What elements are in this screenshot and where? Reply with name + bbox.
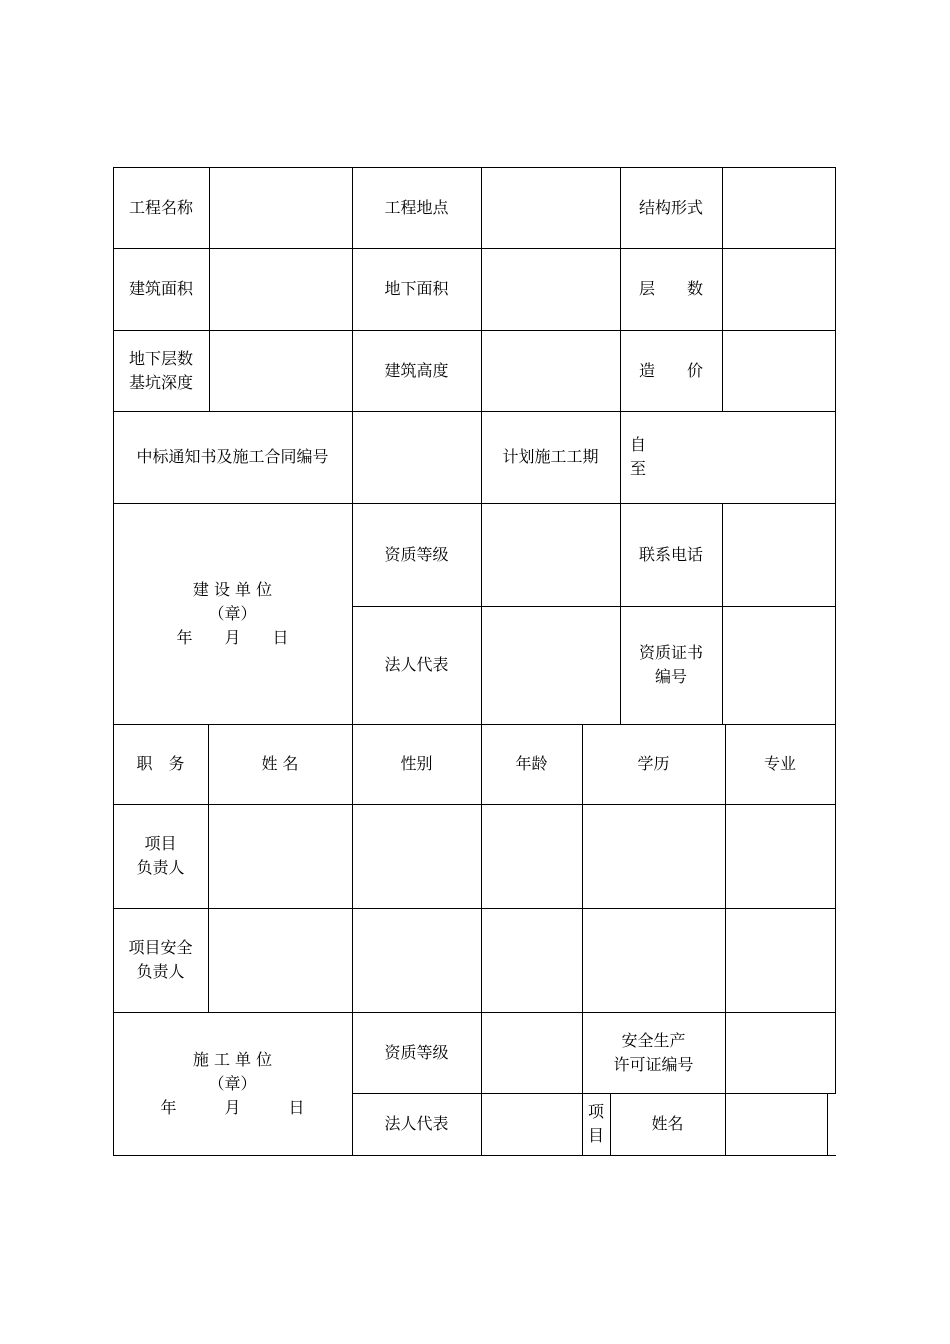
contractor-date-label: 年 月 日	[160, 1097, 305, 1117]
cost-label: 造 价	[638, 360, 703, 380]
floors-field[interactable]	[723, 249, 835, 330]
manager-education-field[interactable]	[583, 805, 725, 908]
client-qualification-label: 资质等级	[384, 544, 449, 564]
client-phone-field[interactable]	[723, 504, 835, 606]
period-from-label: 自	[630, 435, 647, 454]
contractor-seal-label: （章）	[208, 1073, 257, 1093]
contract-number-label: 中标通知书及施工合同编号	[136, 447, 329, 466]
client-unit-title: 建 设 单 位	[192, 579, 273, 599]
header-age: 年龄	[515, 754, 548, 773]
contractor-unit-stamp	[113, 1012, 352, 1155]
safety-education-field[interactable]	[583, 909, 725, 1012]
contractor-legal-rep-field[interactable]	[482, 1094, 582, 1155]
client-qualification-field[interactable]	[482, 504, 620, 606]
structure-type-field[interactable]	[723, 168, 835, 248]
header-gender: 性别	[400, 754, 433, 773]
project-label-char1: 项	[587, 1102, 604, 1121]
contractor-person-name-field[interactable]	[726, 1094, 827, 1155]
license-label-line1: 安全生产	[621, 1030, 686, 1050]
client-legal-rep-field[interactable]	[482, 607, 620, 724]
project-location-field[interactable]	[482, 168, 620, 248]
client-cert-number-label	[620, 606, 722, 724]
row-line	[113, 1155, 836, 1156]
contract-number-field[interactable]	[353, 412, 481, 503]
construction-period-field[interactable]	[620, 411, 835, 503]
role-line2: 负责人	[136, 962, 185, 981]
header-position: 职 务	[136, 754, 185, 773]
pit-depth-label: 基坑深度	[128, 372, 193, 392]
underground-floors-label: 地下层数	[128, 348, 193, 368]
underground-floors-field[interactable]	[210, 331, 352, 411]
header-education: 学历	[637, 754, 670, 773]
manager-name-field[interactable]	[209, 805, 352, 908]
floors-label: 层 数	[638, 279, 703, 298]
building-area-label: 建筑面积	[128, 279, 193, 298]
underground-area-field[interactable]	[482, 249, 620, 330]
safety-specialty-field[interactable]	[726, 909, 835, 1012]
manager-specialty-field[interactable]	[726, 805, 835, 908]
column-line	[827, 1093, 828, 1155]
manager-gender-field[interactable]	[353, 805, 481, 908]
client-unit-stamp	[113, 503, 352, 724]
column-line	[835, 167, 836, 1094]
role-line1: 项目安全	[128, 938, 193, 957]
contractor-qualification-field[interactable]	[482, 1013, 582, 1093]
contractor-qualification-label: 资质等级	[384, 1042, 449, 1062]
safety-license-label	[582, 1012, 725, 1093]
client-cert-number-field[interactable]	[723, 607, 835, 724]
header-specialty: 专业	[763, 754, 796, 773]
project-label-char2: 目	[587, 1126, 604, 1145]
role-project-manager	[113, 804, 208, 908]
project-name-label: 工程名称	[128, 197, 193, 217]
project-name-field[interactable]	[210, 168, 352, 248]
underground-floors-pit-depth-label	[113, 330, 209, 411]
contractor-person-name-label: 姓名	[651, 1114, 684, 1133]
manager-age-field[interactable]	[482, 805, 582, 908]
cert-label-line1: 资质证书	[638, 643, 703, 662]
structure-type-label: 结构形式	[638, 197, 703, 217]
project-location-label: 工程地点	[384, 197, 449, 217]
contractor-legal-rep-label: 法人代表	[384, 1114, 449, 1133]
client-date-label: 年 月 日	[176, 627, 289, 647]
header-name: 姓 名	[261, 754, 299, 773]
building-height-field[interactable]	[482, 331, 620, 411]
safety-age-field[interactable]	[482, 909, 582, 1012]
safety-gender-field[interactable]	[353, 909, 481, 1012]
client-legal-rep-label: 法人代表	[384, 655, 449, 674]
underground-area-label: 地下面积	[384, 279, 449, 298]
project-vertical-label	[582, 1093, 610, 1155]
role-safety-manager	[113, 908, 208, 1012]
construction-period-label: 计划施工工期	[502, 447, 599, 466]
role-line1: 项目	[144, 834, 177, 853]
role-line2: 负责人	[136, 858, 185, 877]
building-height-label: 建筑高度	[384, 360, 449, 380]
cert-label-line2: 编号	[654, 667, 687, 686]
safety-license-field[interactable]	[726, 1013, 835, 1093]
period-to-label: 至	[630, 459, 647, 478]
client-seal-label: （章）	[208, 603, 257, 623]
cost-field[interactable]	[723, 331, 835, 411]
contractor-unit-title: 施 工 单 位	[192, 1049, 273, 1069]
license-label-line2: 许可证编号	[613, 1054, 694, 1074]
client-phone-label: 联系电话	[638, 544, 703, 564]
safety-name-field[interactable]	[209, 909, 352, 1012]
building-area-field[interactable]	[210, 249, 352, 330]
